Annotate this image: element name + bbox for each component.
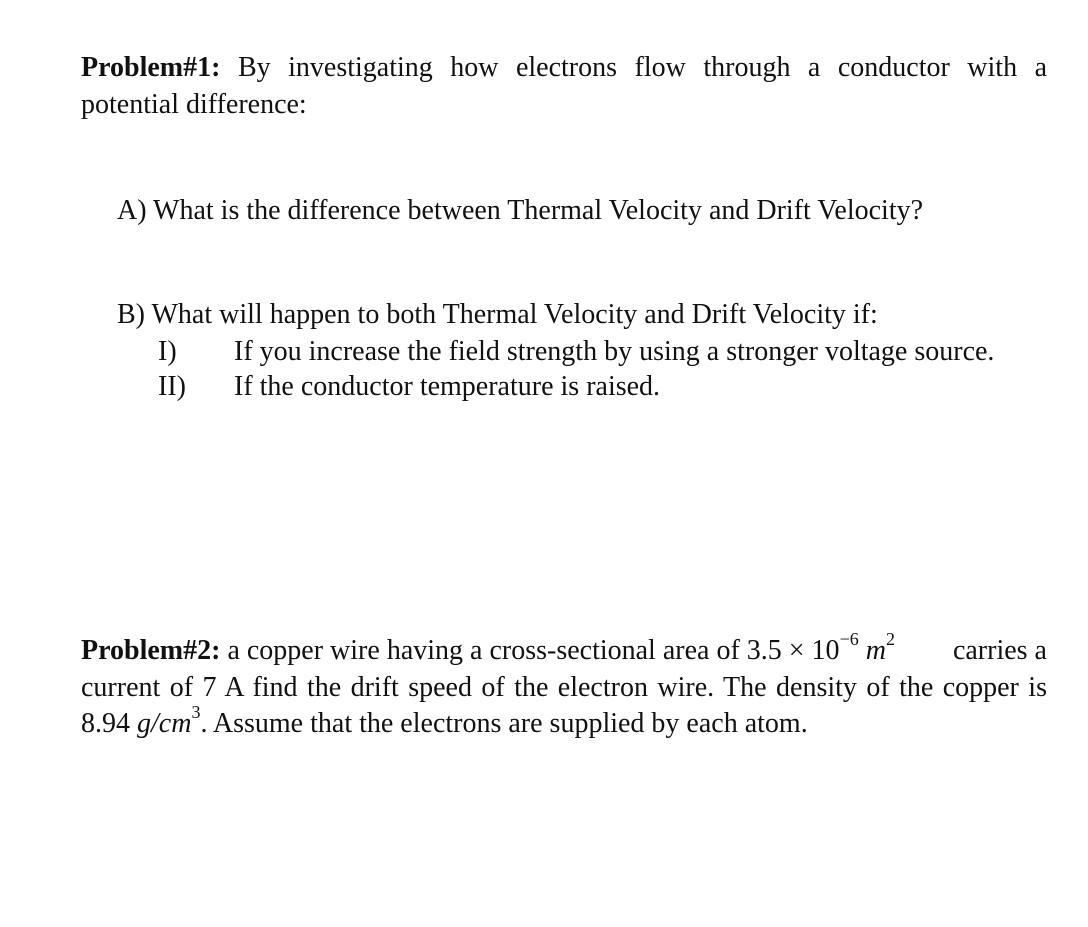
problem-2-text-1: a copper wire having a cross-sectional area of 3.5 × 10 xyxy=(227,635,840,666)
item-number: I) xyxy=(158,336,177,367)
question-b-item-2 xyxy=(158,369,660,405)
problem-2-line-2 xyxy=(81,670,1047,706)
problem-1-line-1 xyxy=(81,50,1047,86)
problem-2-label: Problem#2: xyxy=(81,635,221,666)
problem-2-text-1-end: carries a xyxy=(952,635,1047,666)
problem-2-text-2: current of 7 A find the drift speed of the electron wire. The density of the copper is xyxy=(81,672,1047,703)
exponent: 2 xyxy=(885,628,895,649)
density-value: 8.94 xyxy=(81,708,130,739)
item-number: II) xyxy=(158,371,186,402)
density-unit: g/cm xyxy=(137,708,192,739)
exponent: 3 xyxy=(191,701,201,722)
problem-1-line-2 xyxy=(81,87,307,123)
question-b xyxy=(117,297,878,333)
question-b-text: B) What will happen to both Thermal Velocity and Drift Velocity if: xyxy=(117,299,878,330)
problem-2-line-3 xyxy=(81,701,808,742)
question-a-text: A) What is the difference between Thermal Velocity and Drift Velocity? xyxy=(117,195,924,226)
item-text: If the conductor temperature is raised. xyxy=(234,371,661,402)
problem-1-text-1: By investigating how electrons flow through a conductor with a xyxy=(237,52,1047,83)
problem-1-label: Problem#1: xyxy=(81,52,221,83)
question-a xyxy=(117,193,923,229)
item-text: If you increase the field strength by using a stronger voltage source. xyxy=(234,336,995,367)
problem-1-text-2: potential difference: xyxy=(81,89,307,120)
exponent: −6 xyxy=(839,628,859,649)
area-unit: m xyxy=(865,635,886,666)
problem-2-line-1 xyxy=(81,628,1047,669)
problem-2-text-3: . Assume that the electrons are supplied by each atom. xyxy=(200,708,808,739)
question-b-item-1 xyxy=(158,334,994,370)
